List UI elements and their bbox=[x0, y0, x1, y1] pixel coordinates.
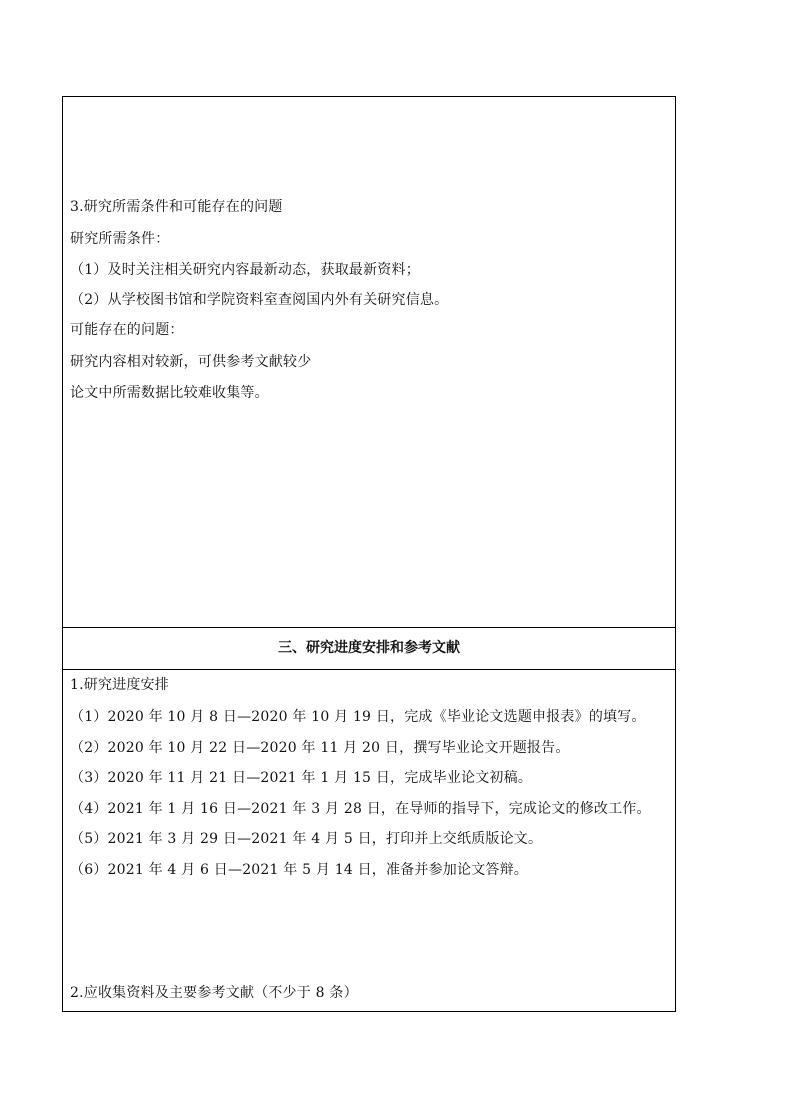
schedule-item: （3）2020 年 11 月 21 日—2021 年 1 月 15 日，完成毕业论文初稿。 bbox=[70, 770, 533, 786]
schedule-cell bbox=[63, 670, 675, 1011]
schedule-title: 1.研究进度安排 bbox=[70, 677, 169, 693]
conditions-line: 可能存在的问题： bbox=[70, 322, 184, 338]
references-title: 2.应收集资料及主要参考文献（不少于 8 条） bbox=[70, 985, 358, 1001]
conditions-title: 3.研究所需条件和可能存在的问题 bbox=[70, 199, 283, 215]
conditions-line: 研究所需条件： bbox=[70, 231, 170, 247]
schedule-item: （2）2020 年 10 月 22 日—2020 年 11 月 20 日，撰写毕业论文开题报告。 bbox=[70, 740, 570, 756]
conditions-line: 研究内容相对较新，可供参考文献较少 bbox=[70, 354, 312, 370]
report-table bbox=[62, 96, 676, 1012]
section-header: 三、研究进度安排和参考文献 bbox=[278, 640, 460, 656]
schedule-item: （5）2021 年 3 月 29 日—2021 年 4 月 5 日，打印并上交纸质版论文。 bbox=[70, 831, 543, 847]
conditions-line: （2）从学校图书馆和学院资料室查阅国内外有关研究信息。 bbox=[70, 292, 449, 308]
conditions-cell bbox=[63, 97, 675, 628]
schedule-item: （4）2021 年 1 月 16 日—2021 年 3 月 28 日，在导师的指导下，完成论文的修改工作。 bbox=[70, 801, 651, 817]
section-header-cell bbox=[63, 628, 675, 670]
conditions-line: 论文中所需数据比较难收集等。 bbox=[70, 385, 269, 401]
schedule-item: （6）2021 年 4 月 6 日—2021 年 5 月 14 日，准备并参加论文答辩。 bbox=[70, 862, 529, 878]
schedule-item: （1）2020 年 10 月 8 日—2020 年 10 月 19 日，完成《毕业论文选题申报表》的填写。 bbox=[70, 709, 646, 725]
conditions-line: （1）及时关注相关研究内容最新动态，获取最新资料； bbox=[70, 262, 420, 278]
